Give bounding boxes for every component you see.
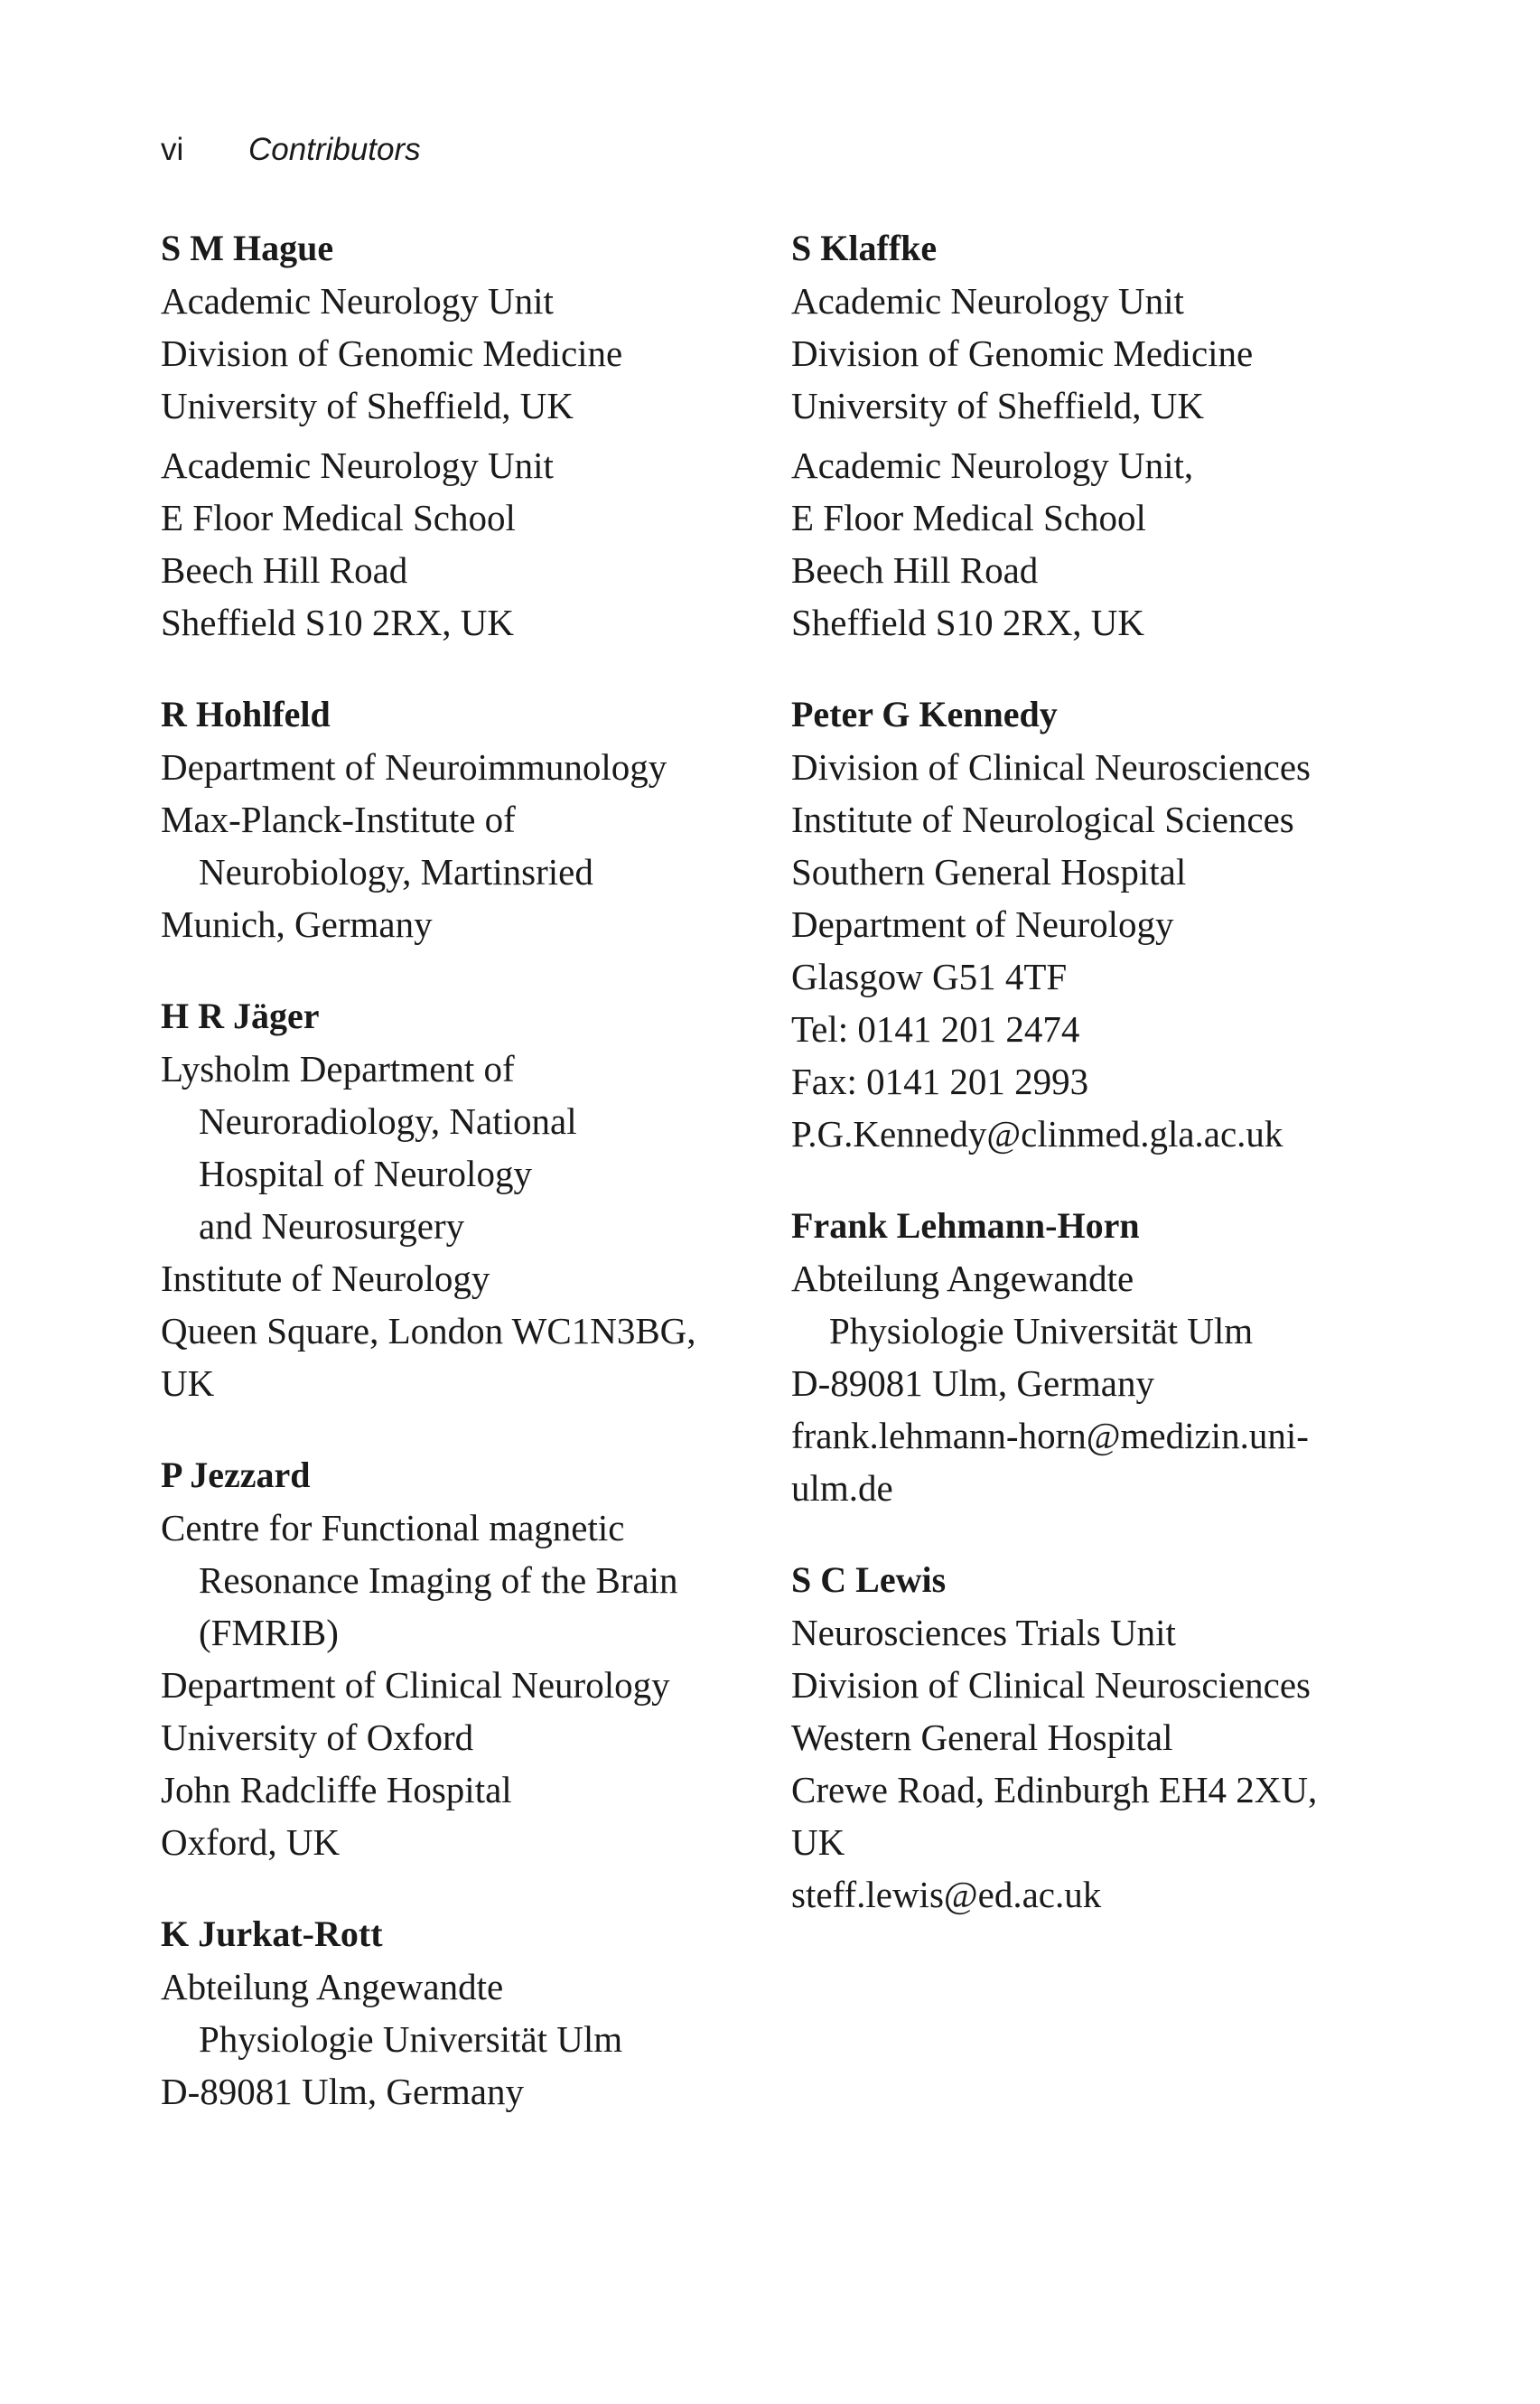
affiliation-line: (FMRIB) bbox=[199, 1612, 339, 1653]
address-line: E Floor Medical School bbox=[791, 497, 1146, 538]
page-number: vi bbox=[161, 132, 184, 167]
phone-line: Tel: 0141 201 2474 bbox=[791, 1008, 1080, 1050]
address-line: Beech Hill Road bbox=[161, 549, 408, 591]
affiliation-line: Academic Neurology Unit bbox=[161, 280, 554, 322]
contributor-entry bbox=[791, 1200, 1414, 1514]
affiliation-line: Queen Square, London WC1N3BG, bbox=[161, 1310, 696, 1352]
affiliation-line: Neurobiology, Martinsried bbox=[199, 851, 593, 893]
affiliation-line: Institute of Neurology bbox=[161, 1258, 490, 1299]
affiliation-line: Physiologie Universität Ulm bbox=[199, 2018, 623, 2060]
email-line: frank.lehmann-horn@medizin.uni- bbox=[791, 1415, 1309, 1456]
affiliation-line: Neuroradiology, National bbox=[199, 1100, 577, 1142]
affiliation-line: Division of Genomic Medicine bbox=[791, 332, 1254, 374]
affiliation-block bbox=[161, 741, 775, 950]
affiliation-line: UK bbox=[161, 1362, 215, 1404]
contributor-name: K Jurkat-Rott bbox=[161, 1913, 383, 1954]
affiliation-block bbox=[791, 741, 1414, 1160]
affiliation-line: Western General Hospital bbox=[791, 1716, 1173, 1758]
contributor-entry bbox=[791, 1554, 1414, 1921]
contributor-entry bbox=[161, 222, 775, 649]
affiliation-block bbox=[791, 275, 1414, 432]
affiliation-block bbox=[161, 1960, 775, 2118]
affiliation-line: D-89081 Ulm, Germany bbox=[161, 2071, 524, 2112]
contributor-name: Frank Lehmann-Horn bbox=[791, 1205, 1140, 1246]
contributor-name: S C Lewis bbox=[791, 1559, 947, 1600]
affiliation-line: Neurosciences Trials Unit bbox=[791, 1612, 1176, 1653]
affiliation-line: Department of Neuroimmunology bbox=[161, 746, 667, 788]
affiliation-line: University of Oxford bbox=[161, 1716, 474, 1758]
affiliation-line: Abteilung Angewandte bbox=[161, 1966, 504, 2007]
affiliation-block bbox=[791, 1252, 1414, 1514]
affiliation-line: John Radcliffe Hospital bbox=[161, 1769, 512, 1810]
contributor-name: S Klaffke bbox=[791, 228, 938, 268]
affiliation-block bbox=[791, 1606, 1414, 1921]
affiliation-line: Glasgow G51 4TF bbox=[791, 956, 1068, 997]
contributor-name: H R Jäger bbox=[161, 996, 320, 1036]
affiliation-line: Abteilung Angewandte bbox=[791, 1258, 1134, 1299]
affiliation-line: Resonance Imaging of the Brain bbox=[199, 1559, 678, 1601]
affiliation-line: Crewe Road, Edinburgh EH4 2XU, bbox=[791, 1769, 1318, 1810]
contributor-name: Peter G Kennedy bbox=[791, 694, 1058, 734]
affiliation-line: Division of Clinical Neurosciences bbox=[791, 1664, 1311, 1706]
address-line: Academic Neurology Unit, bbox=[791, 444, 1194, 486]
contributor-entry bbox=[161, 688, 775, 950]
affiliation-line: Physiologie Universität Ulm bbox=[829, 1310, 1254, 1352]
left-column bbox=[161, 222, 775, 2157]
contributor-entry bbox=[791, 222, 1414, 649]
affiliation-line: University of Sheffield, UK bbox=[791, 385, 1205, 426]
affiliation-block bbox=[161, 275, 775, 432]
contributor-entry bbox=[161, 1908, 775, 2118]
affiliation-line: Munich, Germany bbox=[161, 903, 433, 945]
contributor-entry bbox=[161, 990, 775, 1409]
address-line: Sheffield S10 2RX, UK bbox=[161, 602, 515, 643]
contributor-name: P Jezzard bbox=[161, 1455, 311, 1495]
contributor-entry bbox=[161, 1449, 775, 1868]
affiliation-line: UK bbox=[791, 1821, 845, 1863]
address-block bbox=[791, 439, 1414, 649]
email-line: steff.lewis@ed.ac.uk bbox=[791, 1874, 1102, 1915]
address-block bbox=[161, 439, 775, 649]
address-line: E Floor Medical School bbox=[161, 497, 516, 538]
contributor-name: R Hohlfeld bbox=[161, 694, 331, 734]
affiliation-line: Institute of Neurological Sciences bbox=[791, 799, 1294, 840]
section-title: Contributors bbox=[248, 132, 421, 167]
affiliation-line: Department of Neurology bbox=[791, 903, 1174, 945]
affiliation-line: Academic Neurology Unit bbox=[791, 280, 1184, 322]
running-head bbox=[161, 134, 421, 165]
email-line: P.G.Kennedy@clinmed.gla.ac.uk bbox=[791, 1113, 1283, 1155]
fax-line: Fax: 0141 201 2993 bbox=[791, 1061, 1089, 1102]
right-column bbox=[791, 222, 1414, 1960]
email-line: ulm.de bbox=[791, 1467, 893, 1509]
affiliation-line: Max-Planck-Institute of bbox=[161, 799, 516, 840]
affiliation-line: Southern General Hospital bbox=[791, 851, 1187, 893]
address-line: Academic Neurology Unit bbox=[161, 444, 554, 486]
affiliation-line: Centre for Functional magnetic bbox=[161, 1507, 625, 1548]
affiliation-line: University of Sheffield, UK bbox=[161, 385, 574, 426]
affiliation-line: and Neurosurgery bbox=[199, 1205, 465, 1247]
affiliation-line: Division of Genomic Medicine bbox=[161, 332, 623, 374]
contributor-entry bbox=[791, 688, 1414, 1160]
affiliation-block bbox=[161, 1501, 775, 1868]
affiliation-line: Hospital of Neurology bbox=[199, 1153, 532, 1194]
affiliation-line: Oxford, UK bbox=[161, 1821, 341, 1863]
affiliation-line: Division of Clinical Neurosciences bbox=[791, 746, 1311, 788]
affiliation-block bbox=[161, 1043, 775, 1409]
address-line: Beech Hill Road bbox=[791, 549, 1039, 591]
affiliation-line: Lysholm Department of bbox=[161, 1048, 515, 1090]
affiliation-line: D-89081 Ulm, Germany bbox=[791, 1362, 1154, 1404]
contributor-name: S M Hague bbox=[161, 228, 334, 268]
affiliation-line: Department of Clinical Neurology bbox=[161, 1664, 670, 1706]
address-line: Sheffield S10 2RX, UK bbox=[791, 602, 1145, 643]
